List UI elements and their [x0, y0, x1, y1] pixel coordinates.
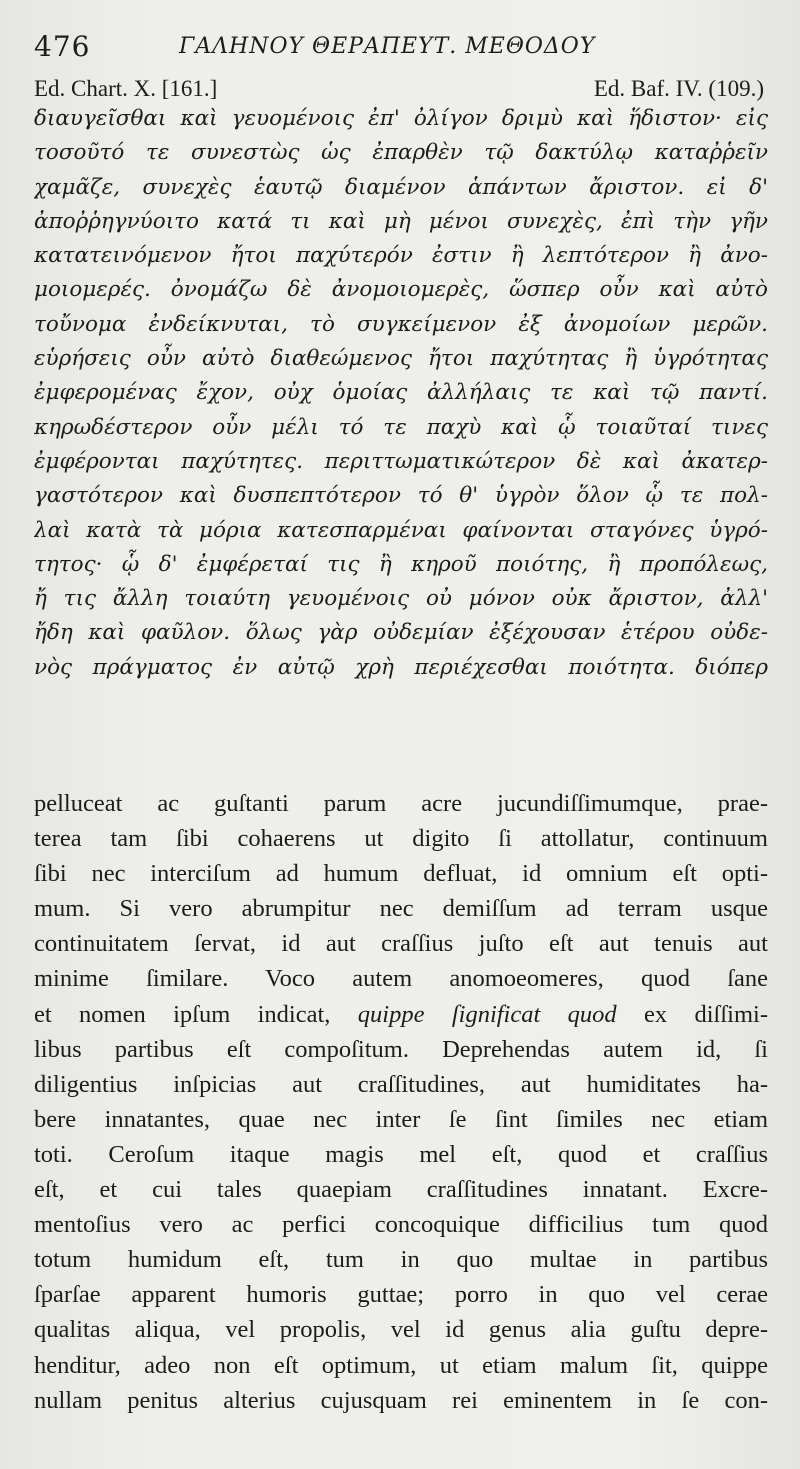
latin-italic-phrase: quippe ſignificat quod	[357, 1000, 617, 1028]
greek-line: ἐμφερομένας ἔχον, οὐχ ὁμοίας ἀλλήλαις τε καὶ τῷ παντί.	[34, 380, 768, 406]
latin-line: toti. Ceroſum itaque magis mel eſt, quod et craſſius	[34, 1140, 768, 1168]
greek-line: λαὶ κατὰ τὰ μόρια κατεσπαρμέναι φαίνονται σταγόνες ὑγρό-	[34, 517, 768, 543]
latin-segment: et nomen ipſum indicat,	[34, 1000, 358, 1028]
latin-segment: ex diſſimi-	[616, 1000, 768, 1028]
greek-line: γαστότερον καὶ δυσπεπτότερον τό θ' ὑγρὸν ὅλον ᾧ τε πολ-	[34, 483, 768, 509]
latin-line: minime ſimilare. Voco autem anomoeomeres, quod ſane	[34, 965, 768, 993]
latin-line: eſt, et cui tales quaepiam craſſitudines innatant. Excre-	[34, 1176, 768, 1204]
greek-line: κηρωδέστερον οὖν μέλι τό τε παχὺ καὶ ᾧ τοιαῦταί τινες	[34, 414, 768, 440]
latin-line: terea tam ſibi cohaerens ut digito ſi attollatur, continuum	[34, 825, 768, 853]
edition-basel: Ed. Baf. IV. (109.)	[593, 76, 764, 101]
greek-line: τοσοῦτό τε συνεστὼς ὡς ἐπαρθὲν τῷ δακτύλῳ καταῤῥεῖν	[34, 140, 768, 166]
latin-line: libus partibus eſt compoſitum. Deprehendas autem id, ſi	[34, 1035, 768, 1063]
page-number: 476	[34, 30, 91, 63]
greek-line: ἤδη καὶ φαῦλον. ὅλως γὰρ οὐδεμίαν ἐξέχουσαν ἑτέρου οὐδε-	[34, 620, 768, 646]
latin-text-block	[34, 786, 768, 1418]
greek-line: εὑρήσεις οὖν αὐτὸ διαθεώμενος ἤτοι παχύτητας ἢ ὑγρότητας	[34, 346, 768, 372]
latin-line: henditur, adeo non eſt optimum, ut etiam malum ſit, quippe	[34, 1351, 768, 1379]
greek-line: τητος· ᾧ δ' ἐμφέρεταί τις ἢ κηροῦ ποιότης, ἢ προπόλεως,	[34, 551, 768, 577]
latin-line: bere innatantes, quae nec inter ſe ſint ſimiles nec etiam	[34, 1105, 768, 1133]
greek-line: μοιομερές. ὀνομάζω δὲ ἀνομοιομερὲς, ὥσπερ οὖν καὶ αὐτὸ	[34, 277, 768, 303]
latin-line: nullam penitus alterius cujusquam rei eminentem in ſe con-	[34, 1386, 768, 1414]
latin-line: totum humidum eſt, tum in quo multae in partibus	[34, 1246, 768, 1274]
greek-line: ἐμφέρονται παχύτητες. περιττωματικώτερον δὲ καὶ ἀκατερ-	[34, 448, 768, 474]
greek-line: ἤ τις ἄλλη τοιαύτη γευομένοις οὐ μόνον οὐκ ἄριστον, ἀλλ'	[34, 586, 768, 612]
page-header	[34, 26, 774, 66]
greek-line: χαμᾶζε, συνεχὲς ἑαυτῷ διαμένον ἁπάντων ἄριστον. εἰ δ'	[34, 174, 768, 200]
greek-line: ἀποῤῥηγνύοιτο κατά τι καὶ μὴ μένοι συνεχὲς, ἐπὶ τὴν γῆν	[34, 208, 768, 234]
greek-line: κατατεινόμενον ἤτοι παχύτερόν ἐστιν ἢ λεπτότερον ἢ ἀνο-	[34, 243, 768, 269]
latin-line: ſparſae apparent humoris guttae; porro in quo vel cerae	[34, 1281, 768, 1309]
greek-line: τοὔνομα ἐνδείκνυται, τὸ συγκείμενον ἐξ ἀνομοίων μερῶν.	[34, 311, 768, 337]
latin-line: diligentius inſpicias aut craſſitudines, aut humiditates ha-	[34, 1070, 768, 1098]
greek-line: νὸς πράγματος ἐν αὐτῷ χρὴ περιέχεσθαι ποιότητα. διόπερ	[34, 654, 768, 680]
greek-text-block	[34, 102, 768, 685]
latin-line: mum. Si vero abrumpitur nec demiſſum ad terram usque	[34, 895, 768, 923]
latin-line: pelluceat ac guſtanti parum acre jucundiſſimumque, prae-	[34, 790, 768, 817]
running-title: ΓΑΛΗΝΟΥ ΘΕΡΑΠΕΥΤ. ΜΕΘΟΔΟΥ	[179, 34, 596, 59]
latin-line: qualitas aliqua, vel propolis, vel id genus alia guſtu depre-	[34, 1316, 768, 1344]
latin-line: continuitatem ſervat, id aut craſſius juſto eſt aut tenuis aut	[34, 930, 768, 958]
latin-line: mentoſius vero ac perfici concoquique difficilius tum quod	[34, 1211, 768, 1239]
latin-line: ſibi nec interciſum ad humum defluat, id omnium eſt opti-	[34, 860, 768, 888]
latin-line-with-italic	[34, 997, 768, 1032]
edition-chartier: Ed. Chart. X. [161.]	[34, 76, 218, 101]
greek-line: διαυγεῖσθαι καὶ γευομένοις ἐπ' ὀλίγον δριμὺ καὶ ἥδιστον· εἰς	[34, 106, 768, 131]
